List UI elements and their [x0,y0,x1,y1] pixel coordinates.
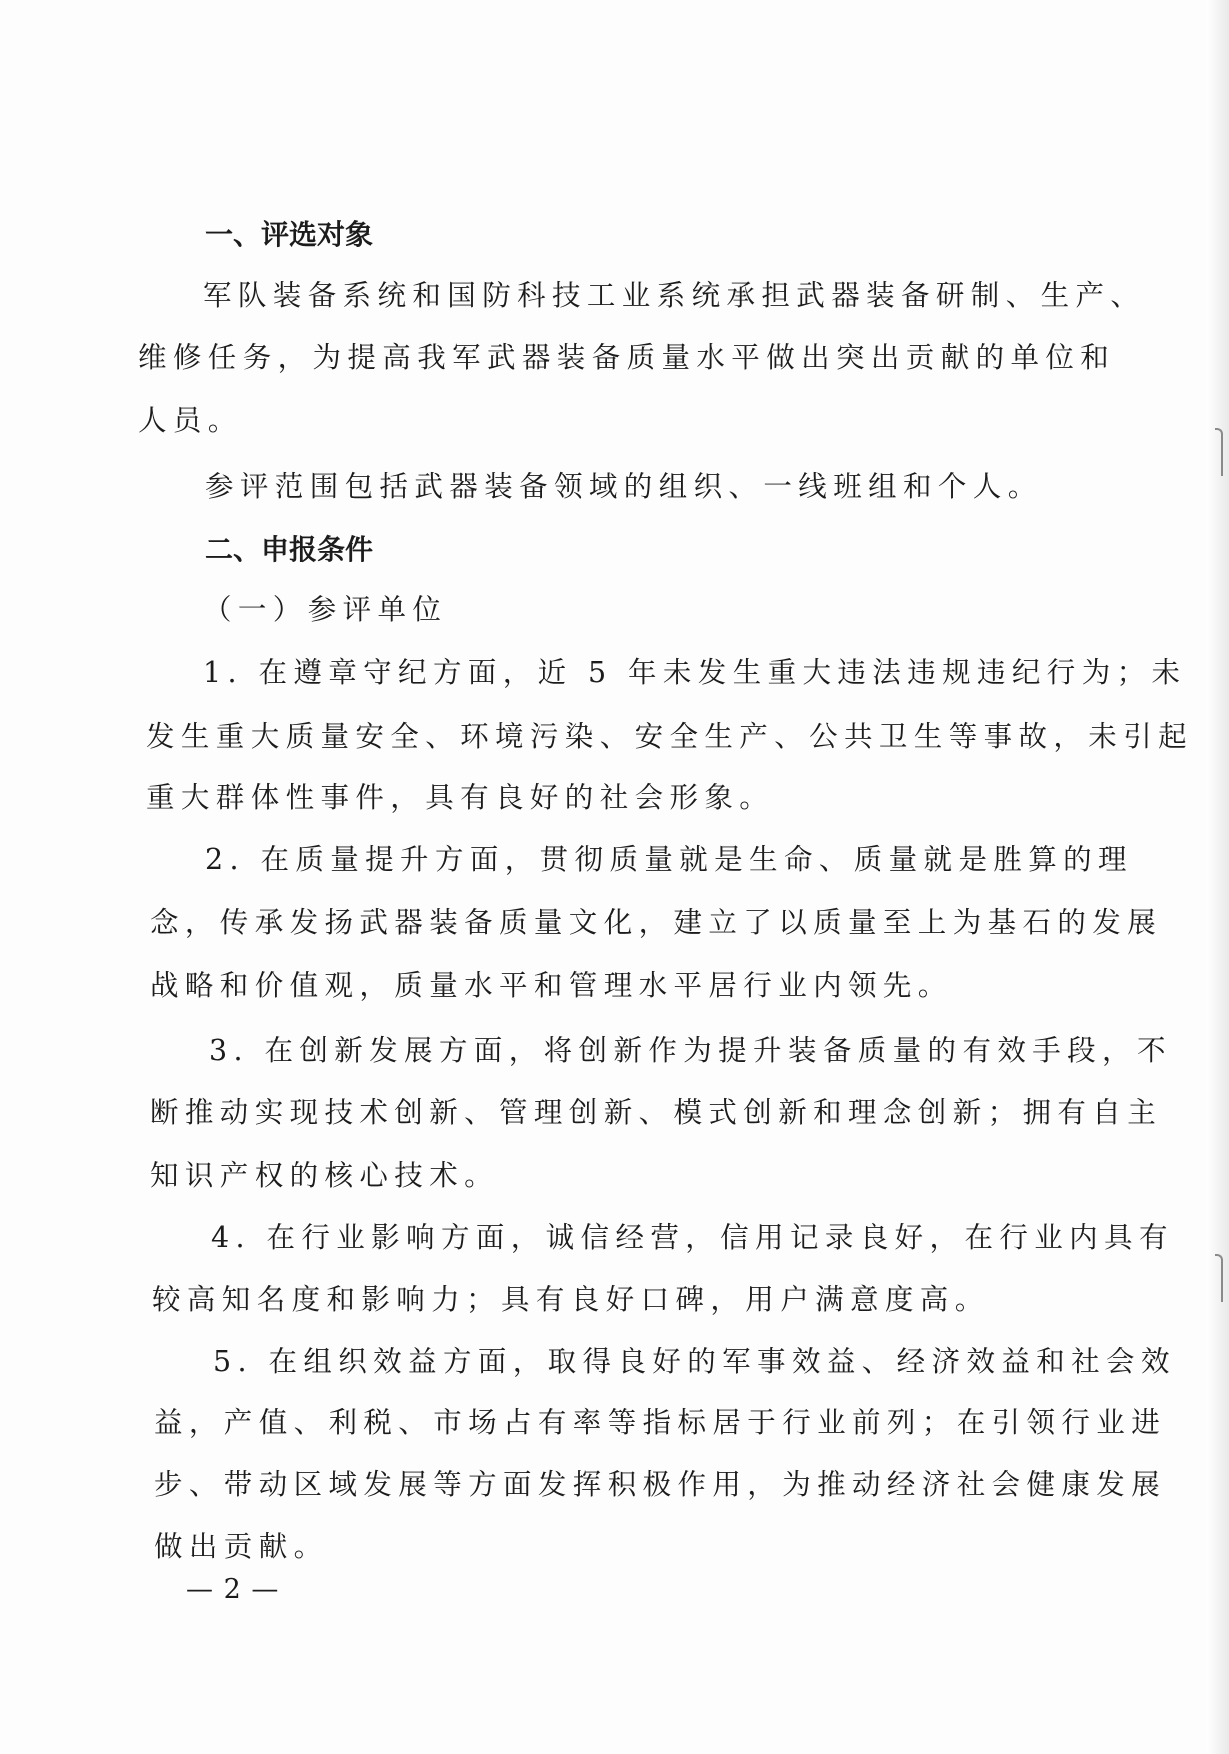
body-line: 益，产值、利税、市场占有率等指标居于行业前列；在引领行业进 [154,1406,1167,1439]
section-heading-1: 一、评选对象 [205,218,374,251]
body-line: 维修任务，为提高我军武器装备质量水平做出突出贡献的单位和 [138,341,1116,374]
body-line: 1. 在遵章守纪方面，近 5 年未发生重大违法违规违纪行为；未 [203,656,1187,689]
body-line: 发生重大质量安全、环境污染、安全生产、公共卫生等事故，未引起 [146,720,1194,753]
scan-edge-shadow [1207,0,1229,1754]
body-line: 5. 在组织效益方面，取得良好的军事效益、经济效益和社会效 [213,1345,1176,1378]
body-line: 3. 在创新发展方面，将创新作为提升装备质量的有效手段，不 [209,1034,1172,1067]
scan-artifact-mark [1215,1254,1223,1302]
body-line: 重大群体性事件，具有良好的社会形象。 [146,781,775,814]
page-number: — 2 — [186,1574,280,1605]
body-line: 做出贡献。 [154,1530,329,1563]
body-line: 较高知名度和影响力；具有良好口碑，用户满意度高。 [152,1283,990,1316]
body-line: 人员。 [138,404,243,437]
body-line: 军队装备系统和国防科技工业系统承担武器装备研制、生产、 [203,279,1146,312]
body-line: 念，传承发扬武器装备质量文化，建立了以质量至上为基石的发展 [150,906,1163,939]
body-line: 断推动实现技术创新、管理创新、模式创新和理念创新；拥有自主 [150,1096,1163,1129]
body-line: 步、带动区域发展等方面发挥积极作用，为推动经济社会健康发展 [154,1468,1167,1501]
scan-artifact-mark [1215,428,1223,476]
body-line: 2. 在质量提升方面，贯彻质量就是生命、质量就是胜算的理 [205,843,1133,876]
body-line: 4. 在行业影响方面，诚信经营，信用记录良好，在行业内具有 [211,1221,1174,1254]
body-line: 知识产权的核心技术。 [150,1159,500,1192]
subsection-heading: （一）参评单位 [203,593,448,626]
body-line: 战略和价值观，质量水平和管理水平居行业内领先。 [150,969,953,1002]
body-line: 参评范围包括武器装备领域的组织、一线班组和个人。 [205,470,1043,503]
section-heading-2: 二、申报条件 [205,533,374,566]
